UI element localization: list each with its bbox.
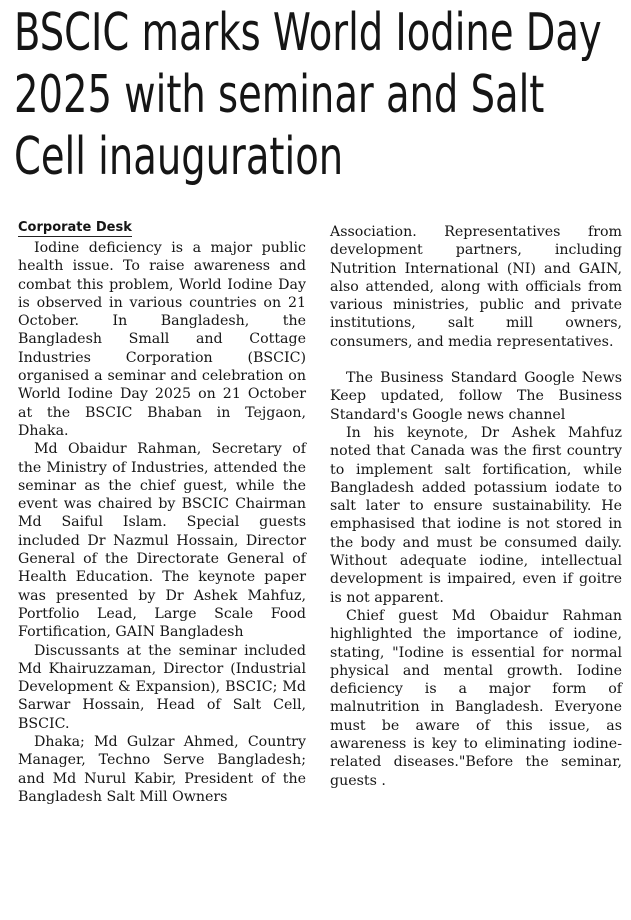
article-column-left <box>18 218 306 806</box>
article-column-right <box>330 223 622 790</box>
headline: BSCIC marks World Iodine Day 2025 with seminar and Salt Cell inauguration <box>14 3 602 187</box>
paragraph: Chief guest Md Obaidur Rahman highlighted the importance of iodine, stating, "Iodine is essential for normal physical and mental growth. Iodine deficiency is a major form of malnutrition in Bangladesh. Everyone must be aware of this issue, as awareness is key to eliminating iodine-related diseases."Before the seminar, guests . <box>330 607 622 789</box>
byline: Corporate Desk <box>18 220 132 235</box>
paragraph: Dhaka; Md Gulzar Ahmed, Country Manager, Techno Serve Bangladesh; and Md Nurul Kabir, President of the Bangladesh Salt Mill Owners <box>18 734 306 805</box>
paragraph: In his keynote, Dr Ashek Mahfuz noted that Canada was the first country to implement salt fortification, while Bangladesh added potassium iodate to salt later to ensure sustainability. He emphasised that iodine is not stored in the body and must be consumed daily. Without adequate iodine, intellectual development is impaired, even if goitre is not apparent. <box>330 424 622 606</box>
paragraph: Iodine deficiency is a major public health issue. To raise awareness and combat this problem, World Iodine Day is observed in various countries on 21 October. In Bangladesh, the Bangladesh Small and Cottage Industries Corporation (BSCIC) organised a seminar and celebration on World Iodine Day 2025 on 21 October at the BSCIC Bhaban in Tejgaon, Dhaka. <box>18 240 306 439</box>
paragraph-continued: Association. Representatives from development partners, including Nutrition International (NI) and GAIN, also attended, along with officials from various ministries, public and private institutions, salt mill owners, consumers, and media representatives. <box>330 224 622 350</box>
column-gap <box>330 351 622 369</box>
paragraph: Md Obaidur Rahman, Secretary of the Ministry of Industries, attended the seminar as the chief guest, while the event was chaired by BSCIC Chairman Md Saiful Islam. Special guests included Dr Nazmul Hossain, Director General of the Directorate General of Health Education. The keynote paper was presented by Dr Ashek Mahfuz, Portfolio Lead, Large Scale Food Fortification, GAIN Bangladesh <box>18 441 306 641</box>
paragraph: The Business Standard Google News Keep updated, follow The Business Standard's Google news channel <box>330 370 622 423</box>
paragraph: Discussants at the seminar included Md Khairuzzaman, Director (Industrial Development & Expansion), BSCIC; Md Sarwar Hossain, Head of Salt Cell, BSCIC. <box>18 642 306 732</box>
